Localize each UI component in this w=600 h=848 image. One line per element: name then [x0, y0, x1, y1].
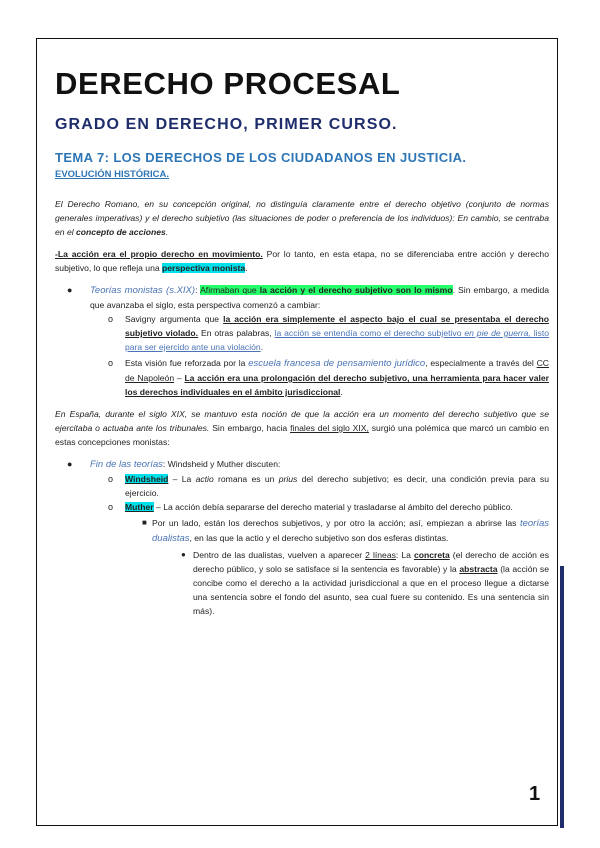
- side-accent-bar: [560, 566, 564, 828]
- end-theories-list: [55, 457, 549, 618]
- square-bullet-icon: ■: [142, 518, 147, 527]
- spain-paragraph: En España, durante el siglo XIX, se mantuvo esta noción de que la acción era un momento del derecho subjetivo que se ejercitaba o actuaba ante los tribunales. Sin embargo, hacia finales del siglo XIX, surgió una polémica que marcó un cambio en estas concepciones monistas:: [55, 409, 549, 447]
- section-heading: EVOLUCIÓN HISTÓRICA.: [55, 169, 170, 180]
- list-item-fin-teorias: ● Fin de las teorías: Windsheid y Muther discuten:: [67, 459, 281, 470]
- list-item-escuela-francesa: o Esta visión fue reforzada por la escuela francesa de pensamiento jurídico, especialmente a través del CC de Napoleón – La acción era una prolongación del derecho subjetivo, una herramienta para hacer valer los derechos individuales en el ámbito jurisdiccional.: [108, 358, 550, 397]
- bullet-icon: ●: [67, 285, 73, 295]
- bullet-icon: ●: [67, 459, 73, 469]
- document-body: [55, 66, 549, 618]
- topic-heading: TEMA 7: LOS DERECHOS DE LOS CIUDADANOS EN JUSTICIA.: [55, 150, 467, 165]
- subtitle: GRADO EN DERECHO, PRIMER CURSO.: [55, 116, 398, 133]
- monist-list: [55, 283, 549, 399]
- list-item-monistas: ● Teorías monistas (s.XIX): Afirmaban que la acción y el derecho subjetivo son lo mismo. Sin embargo, a medida que avanzaba el siglo, esta perspectiva comenzó a cambiar:: [67, 285, 550, 310]
- list-item-muther: o Muther – La acción debía separarse del derecho material y trasladarse al ámbito del derecho público.: [108, 502, 513, 512]
- circle-bullet-icon: o: [108, 314, 114, 324]
- monism-paragraph: -La acción era el propio derecho en movimiento. Por lo tanto, en esta etapa, no se diferenciaba entre acción y derecho subjetivo, lo que refleja una perspectiva monista.: [55, 249, 549, 273]
- circle-bullet-icon: o: [108, 502, 114, 512]
- list-item-dos-lineas: ● Dentro de las dualistas, vuelven a aparecer 2 líneas: La concreta (el derecho de acción es derecho público, y solo se satisface si la sentencia es favorable) y la abstracta (la acción se concibe como el derecho a la actividad jurisdiccional a que en el proceso llegue a dictarse una sentencia sobre el fondo del asunto, sea cual fuere su contenido. Es una sentencia sin más).: [181, 550, 549, 616]
- page-number: 1: [529, 783, 541, 805]
- circle-bullet-icon: o: [108, 474, 114, 484]
- page-title: DERECHO PROCESAL: [55, 66, 401, 101]
- list-item-dualistas: ■ Por un lado, están los derechos subjetivos, y por otro la acción; así, empiezan a abrirse las teorías dualistas, en las que la actio y el derecho subjetivo son dos esferas distintas.: [142, 518, 549, 544]
- list-item-savigny: o Savigny argumenta que la acción era simplemente el aspecto bajo el cual se presentaba el derecho subjetivo violado. En otras palabras, la acción se entendía como el derecho subjetivo en pie de guerra, listo para ser ejercido ante una violación.: [108, 314, 549, 352]
- intro-paragraph: El Derecho Romano, en su concepción original, no distinguía claramente entre el derecho objetivo (conjunto de normas generales imperativas) y el derecho subjetivo (las situaciones de poder o preferencia de los individuos): En cambio, se centraba en el concepto de acciones.: [55, 199, 549, 237]
- list-item-windsheid: o Windsheid – La actio romana es un prius del derecho subjetivo; es decir, una condición previa para su ejercicio.: [108, 474, 549, 498]
- bullet-icon: ●: [181, 550, 186, 559]
- circle-bullet-icon: o: [108, 358, 114, 368]
